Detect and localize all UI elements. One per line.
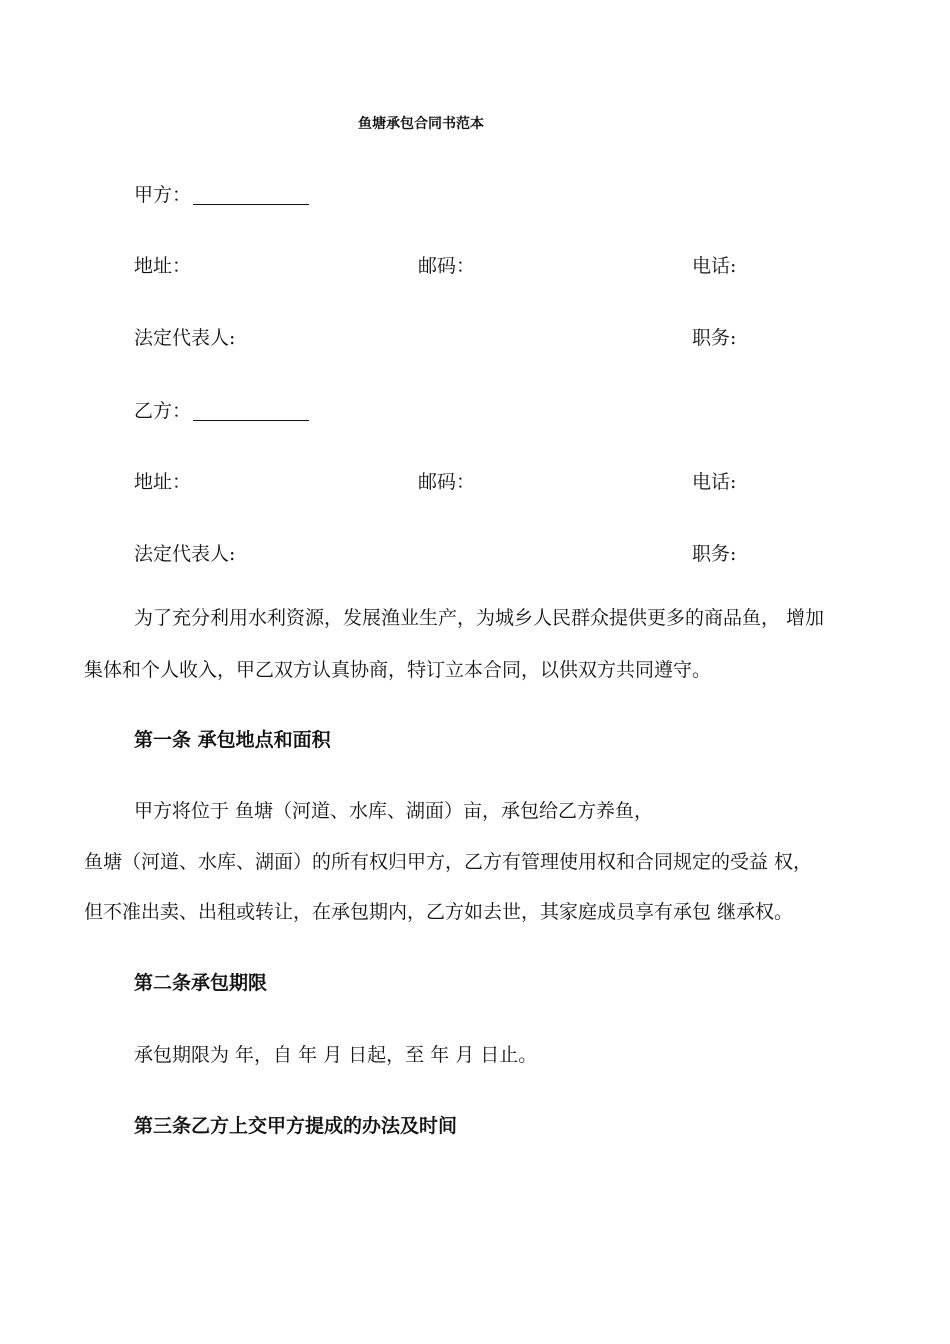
party-a-label: 甲方： [134, 184, 192, 206]
article-1-line-1: 甲方将位于 鱼塘（河道、水库、湖面）亩，承包给乙方养鱼， [134, 800, 654, 822]
party-a-line [134, 180, 309, 207]
party-a-postcode-label: 邮码： [418, 255, 476, 277]
party-b-position-label: 职务: [692, 543, 737, 565]
party-a-position-label: 职务: [692, 327, 737, 349]
party-b-blank [193, 419, 309, 421]
article-2-line-1: 承包期限为 年，自 年 月 日起，至 年 月 日止。 [134, 1044, 538, 1066]
document-title: 鱼塘承包合同书范本 [358, 116, 484, 132]
article-3-heading: 第三条乙方上交甲方提成的办法及时间 [134, 1115, 458, 1137]
article-1-heading: 第一条 承包地点和面积 [134, 729, 331, 751]
article-1-line-2: 鱼塘（河道、水库、湖面）的所有权归甲方，乙方有管理使用权和合同规定的受益 权， [84, 851, 813, 873]
party-a-address-label: 地址： [134, 255, 192, 277]
party-a-rep-label: 法定代表人: [134, 327, 236, 349]
party-b-label: 乙方： [134, 400, 192, 422]
party-b-address-label: 地址： [134, 471, 192, 493]
article-1-line-3: 但不准出卖、出租或转让，在承包期内，乙方如去世，其家庭成员享有承包 继承权。 [84, 901, 794, 923]
article-2-heading: 第二条承包期限 [134, 972, 268, 994]
party-a-phone-label: 电话: [692, 255, 737, 277]
party-b-line [134, 396, 309, 423]
party-a-blank [193, 203, 309, 205]
intro-line-1: 为了充分利用水利资源，发展渔业生产，为城乡人民群众提供更多的商品鱼， 增加 [134, 607, 825, 629]
party-b-postcode-label: 邮码： [418, 471, 476, 493]
intro-line-2: 集体和个人收入，甲乙双方认真协商，特订立本合同，以供双方共同遵守。 [84, 659, 712, 681]
party-b-rep-label: 法定代表人: [134, 543, 236, 565]
party-b-phone-label: 电话: [692, 471, 737, 493]
